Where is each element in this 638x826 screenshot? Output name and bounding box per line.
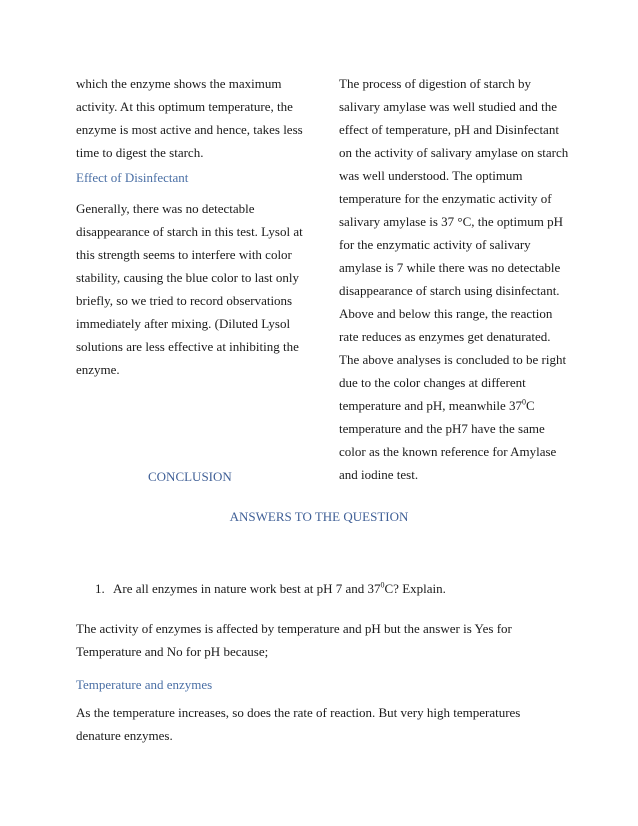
right-line: disappearance of starch using disinfectant. (339, 283, 560, 298)
right-line: effect of temperature, pH and Disinfectant (339, 122, 559, 137)
left-column (76, 72, 326, 381)
answer-line: Temperature and No for pH because; (76, 644, 269, 659)
right-line-unit: C (526, 398, 535, 413)
right-line: The above analyses is concluded to be right (339, 352, 567, 367)
temperature-line: As the temperature increases, so does the rate of reaction. But very high temperatures (76, 705, 521, 720)
left-para2-line: enzyme. (76, 362, 120, 377)
question-number: 1. (95, 581, 105, 596)
answer-line: The activity of enzymes is affected by temperature and pH but the answer is Yes for (76, 621, 512, 636)
spacer (76, 189, 326, 197)
left-para1-line: enzyme is most active and hence, takes less (76, 122, 303, 137)
right-line: temperature and the pH7 have the same (339, 421, 545, 436)
right-line: on the activity of salivary amylase on starch (339, 145, 569, 160)
right-line: for the enzymatic activity of salivary (339, 237, 531, 252)
right-line: was well understood. The optimum (339, 168, 523, 183)
temperature-enzymes-heading: Temperature and enzymes (76, 677, 213, 692)
degree-superscript: 0 (522, 397, 527, 407)
right-line: salivary amylase was well studied and the (339, 99, 558, 114)
conclusion-heading: CONCLUSION (148, 469, 232, 484)
left-para2-line: this strength seems to interfere with color (76, 247, 292, 262)
right-line-temperature-37c (339, 394, 589, 417)
left-para2-line: solutions are less effective at inhibiting the (76, 339, 299, 354)
right-line: rate reduces as enzymes get denaturated. (339, 329, 551, 344)
left-para2-line: disappearance of starch in this test. Lysol at (76, 224, 303, 239)
left-para2-line: stability, causing the blue color to last only (76, 270, 300, 285)
degree-superscript: 0 (380, 580, 385, 590)
answer-paragraph (76, 617, 512, 663)
right-line: and iodine test. (339, 467, 419, 482)
right-line: Above and below this range, the reaction (339, 306, 553, 321)
question-text-end: C? Explain. (384, 581, 446, 596)
right-line: color as the known reference for Amylase (339, 444, 557, 459)
question-item (95, 581, 446, 597)
question-text: Are all enzymes in nature work best at pH 7 and 37 (113, 581, 381, 596)
temperature-paragraph (76, 701, 520, 747)
right-column (339, 72, 589, 486)
left-para1-line: time to digest the starch. (76, 145, 204, 160)
right-line: salivary amylase is 37 °C, the optimum pH (339, 214, 564, 229)
right-line: amylase is 7 while there was no detectable (339, 260, 561, 275)
right-line: due to the color changes at different (339, 375, 526, 390)
temperature-line: denature enzymes. (76, 728, 173, 743)
left-para1-line: activity. At this optimum temperature, the (76, 99, 293, 114)
left-para2-line: immediately after mixing. (Diluted Lysol (76, 316, 291, 331)
left-para1-line: which the enzyme shows the maximum (76, 76, 282, 91)
left-para2-line: Generally, there was no detectable (76, 201, 255, 216)
left-para2-line: briefly, so we tried to record observations (76, 293, 293, 308)
right-line: temperature for the enzymatic activity of (339, 191, 552, 206)
right-line: The process of digestion of starch by (339, 76, 532, 91)
answers-heading: ANSWERS TO THE QUESTION (229, 509, 409, 524)
right-line-text: temperature and pH, meanwhile 37 (339, 398, 523, 413)
disinfectant-heading: Effect of Disinfectant (76, 170, 189, 185)
